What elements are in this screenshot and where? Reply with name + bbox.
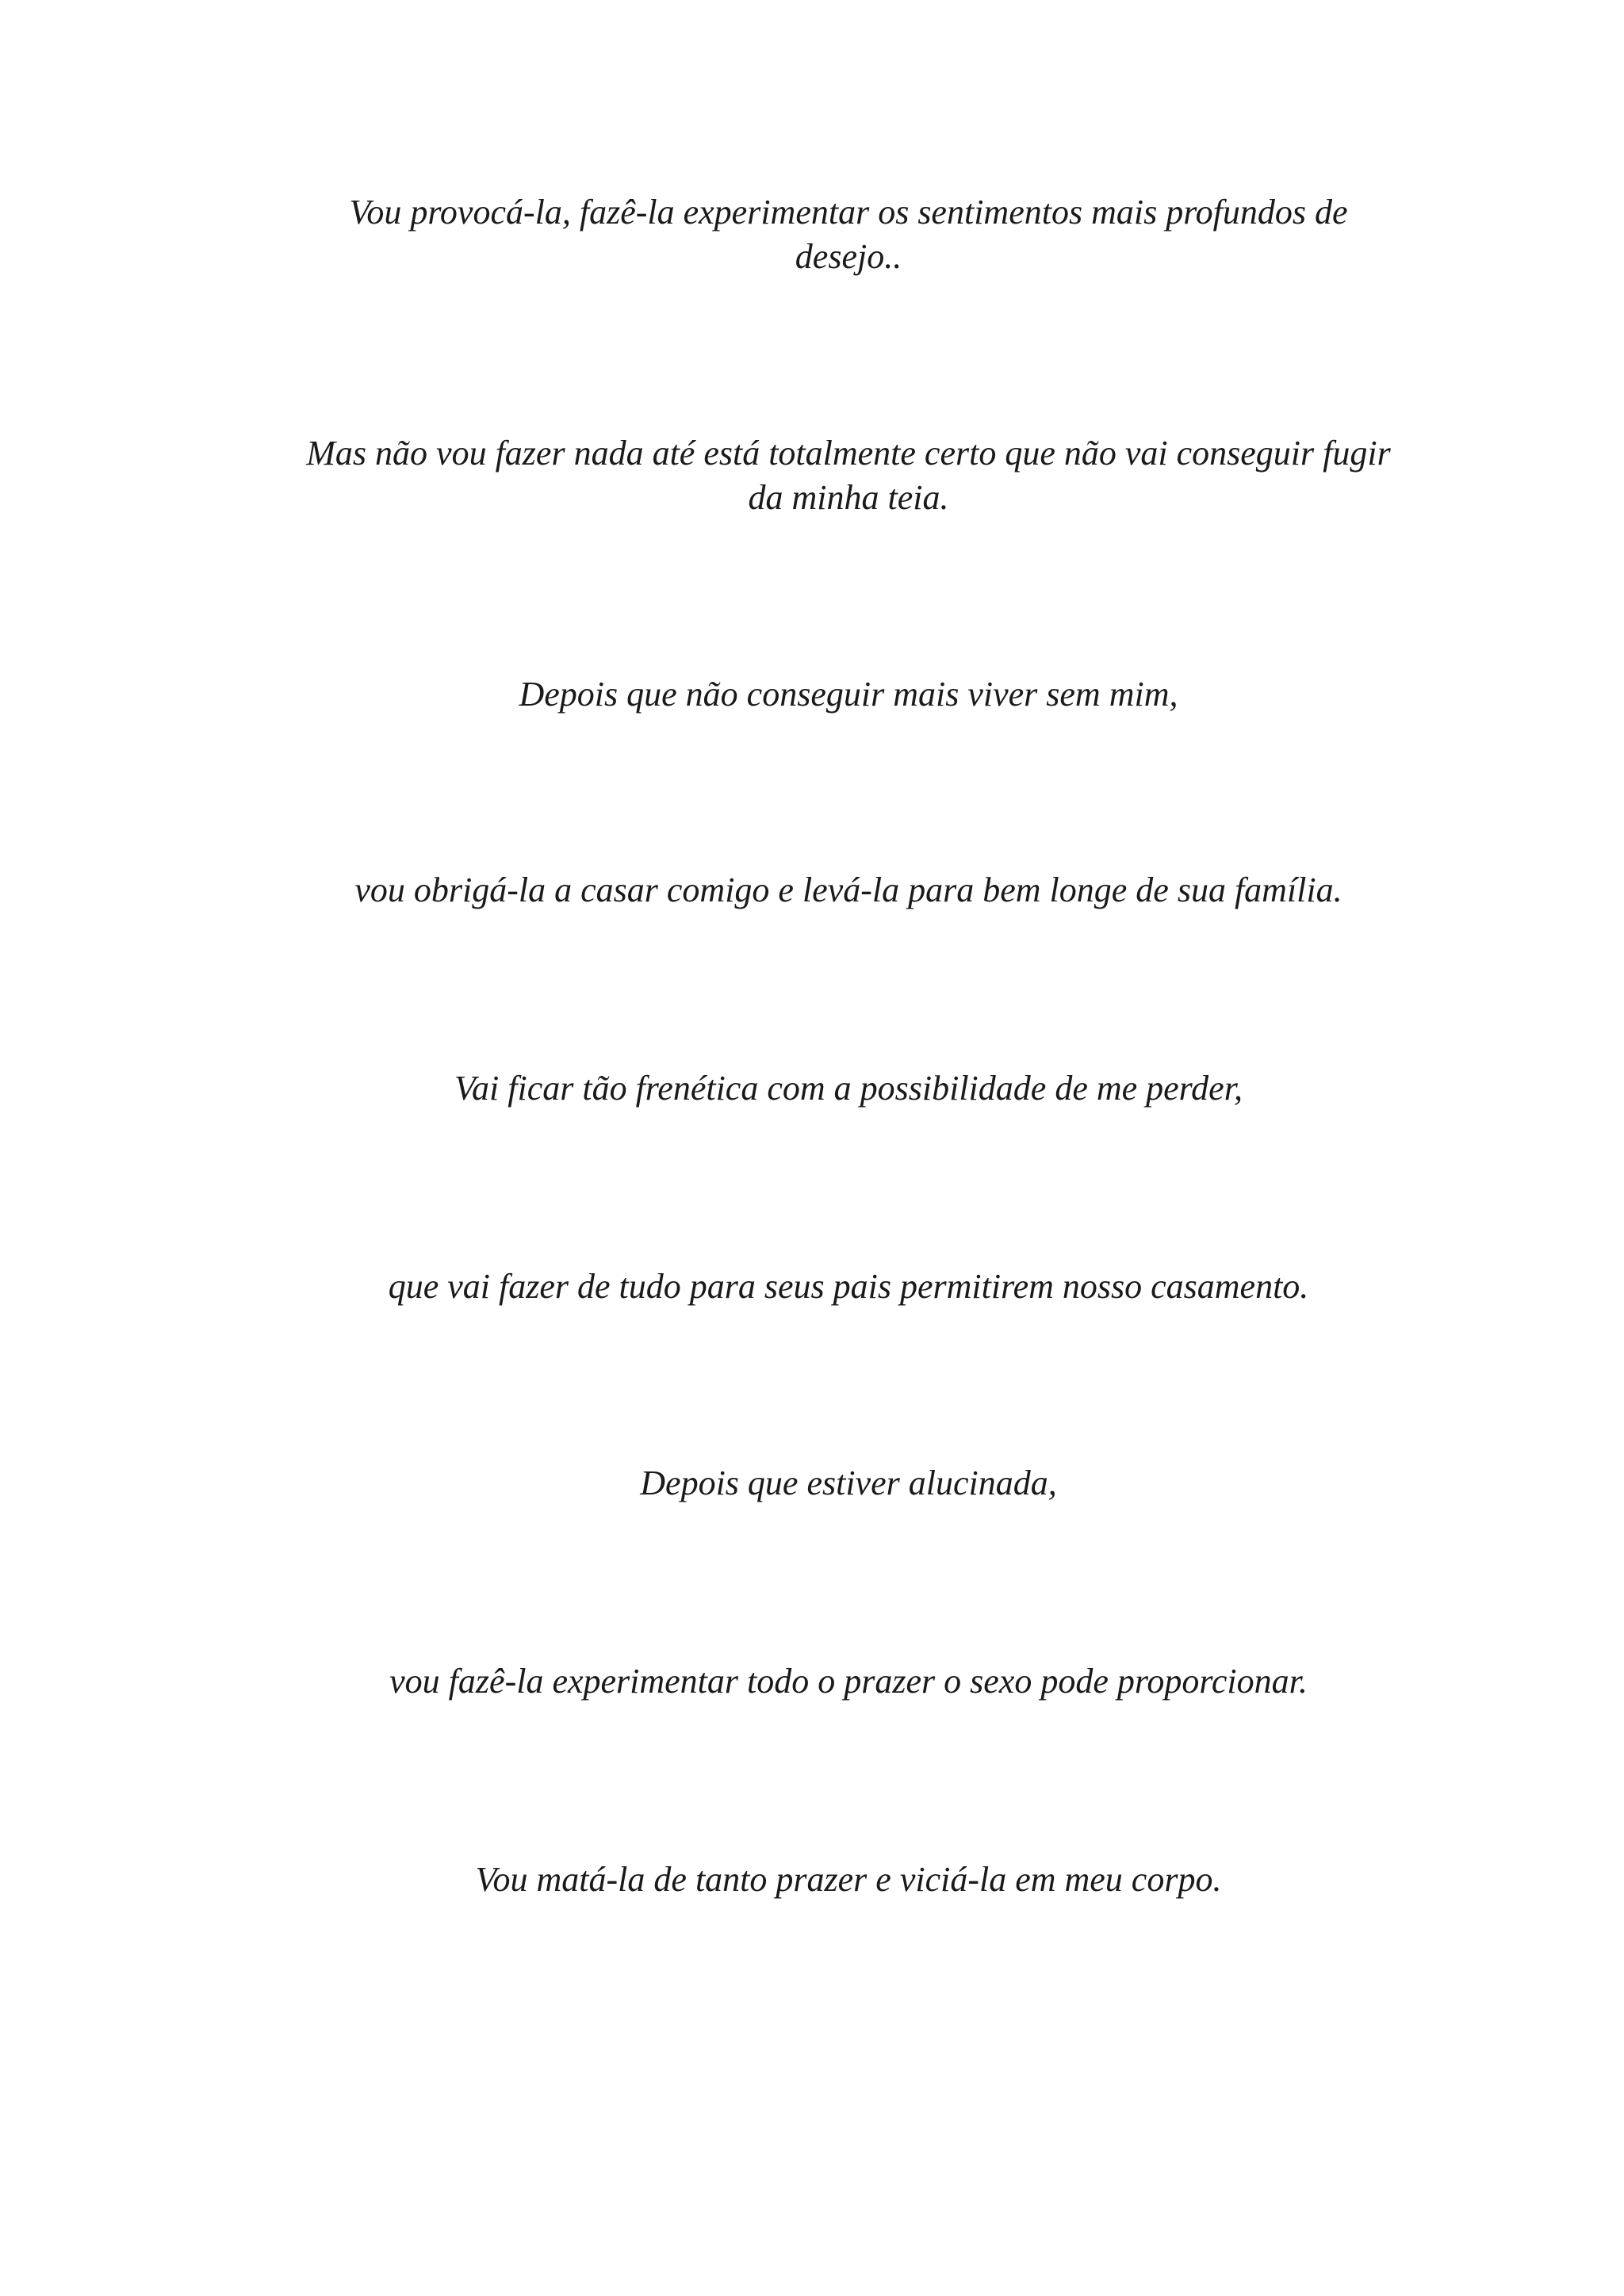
paragraph-7: Depois que estiver alucinada, bbox=[640, 1464, 1057, 1502]
paragraph-1: Vou provocá-la, fazê-la experimentar os sentimentos mais profundos de desejo.. bbox=[349, 193, 1348, 276]
paragraph-9: Vou matá-la de tanto prazer e viciá-la em meu corpo. bbox=[475, 1860, 1222, 1899]
paragraph-8: vou fazê-la experimentar todo o prazer o sexo pode proporcionar. bbox=[389, 1662, 1308, 1701]
paragraph-6: que vai fazer de tudo para seus pais permitirem nosso casamento. bbox=[388, 1267, 1309, 1306]
paragraph-4: vou obrigá-la a casar comigo e levá-la para bem longe de sua família. bbox=[354, 871, 1342, 909]
paragraph-5: Vai ficar tão frenética com a possibilidade de me perder, bbox=[454, 1069, 1243, 1108]
paragraph-2: Mas não vou fazer nada até está totalmente certo que não vai conseguir fugir da minha teia. bbox=[306, 434, 1391, 517]
paragraph-3: Depois que não conseguir mais viver sem mim, bbox=[519, 675, 1178, 714]
